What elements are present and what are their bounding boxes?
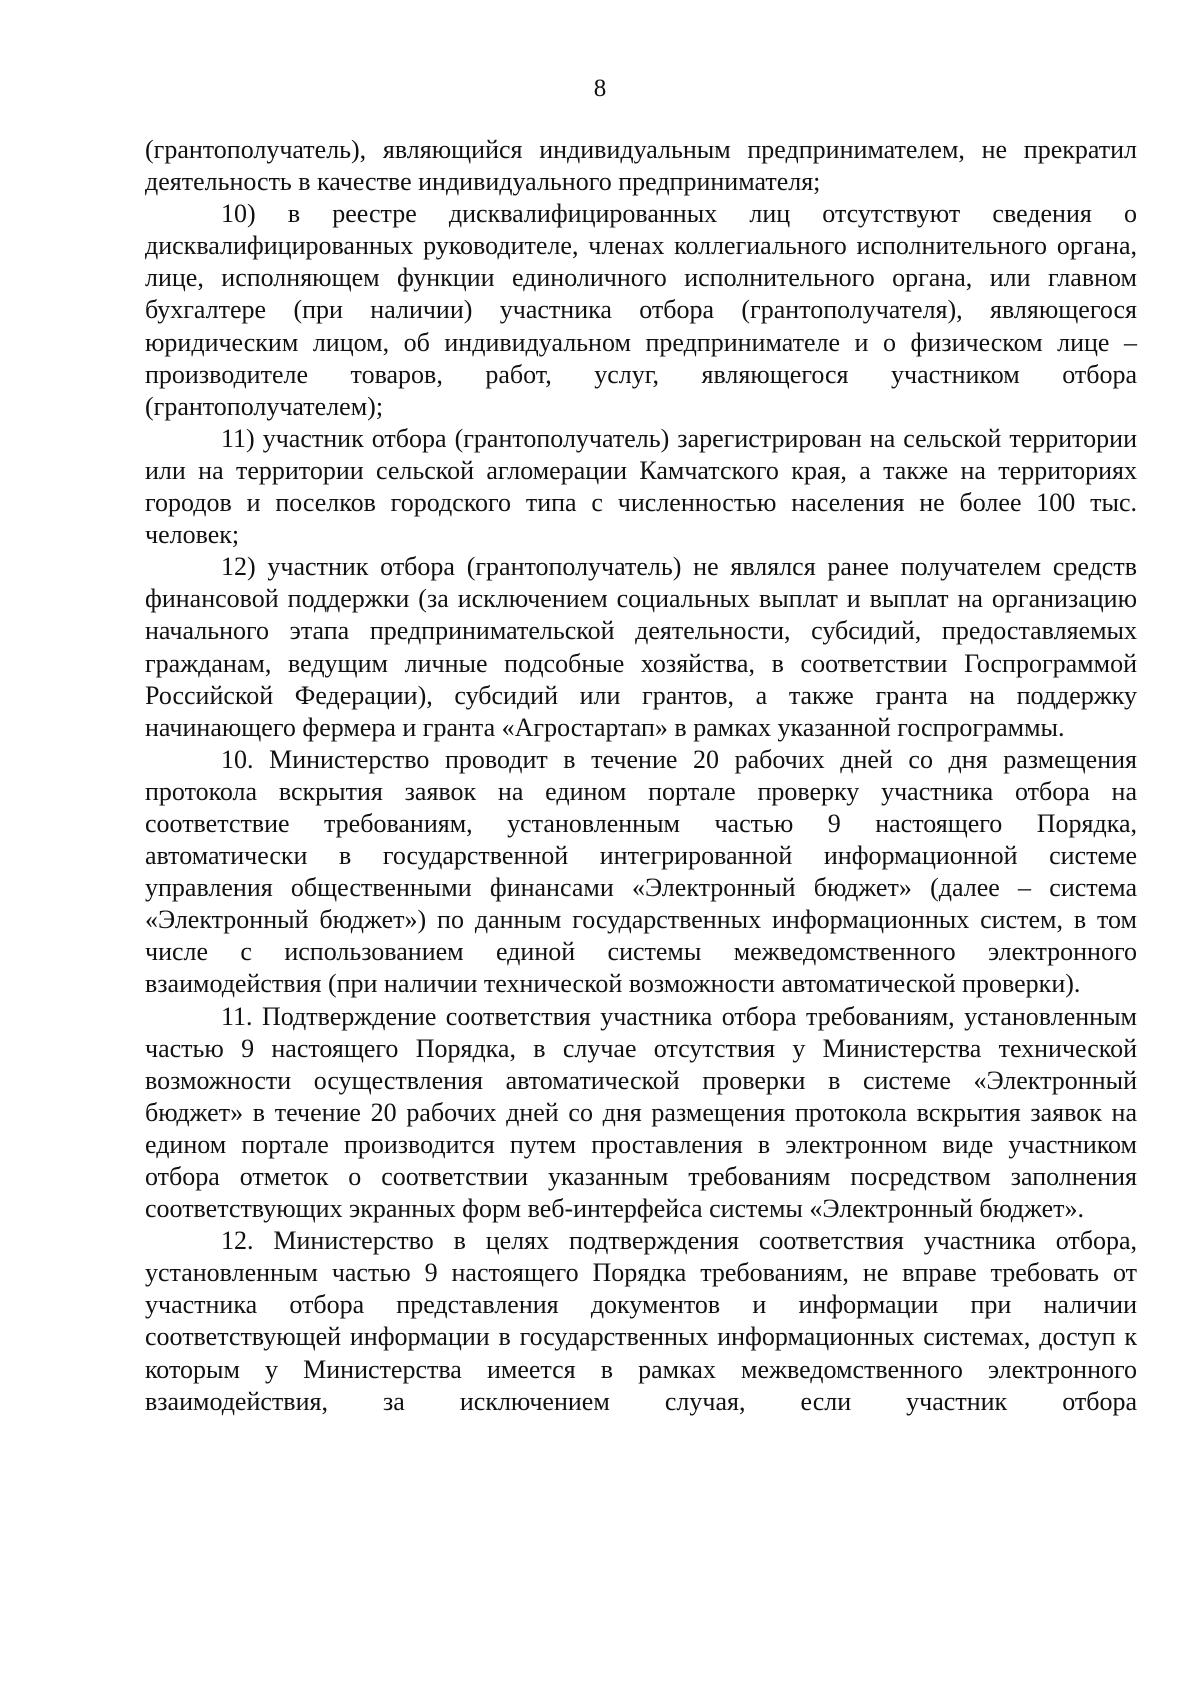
paragraph-item-12: 12) участник отбора (грантополучатель) не являлся ранее получателем средств финансовой поддержки (за исключением социальных выплат и выплат на организацию начального этапа предпринимательской деятельности, субсидий, предоставляемых гражданам, ведущим личные подсобные хозяйства, в соответствии Госпрограммой Российской Федерации), субсидий или грантов, а также гранта на поддержку начинающего фермера и гранта «Агростартап» в рамках указанной госпрограммы. [145,552,1137,742]
paragraph-item-10: 10) в реестре дисквалифицированных лиц отсутствуют сведения о дисквалифицированных руководителе, членах коллегиального исполнительного органа, лице, исполняющем функции единоличного исполнительного органа, или главном бухгалтере (при наличии) участника отбора (грантополучателя), являющегося юридическим лицом, об индивидуальном предпринимателе и о физическом лице – производителе товаров, работ, услуг, являющегося участником отбора (грантополучателем); [145,199,1137,421]
paragraph-section-11: 11. Подтверждение соответствия участника отбора требованиям, установленным частью 9 настоящего Порядка, в случае отсутствия у Министерства технической возможности осуществления автоматической проверки в системе «Электронный бюджет» в течение 20 рабочих дней со дня размещения протокола вскрытия заявок на едином портале производится путем проставления в электронном виде участником отбора отметок о соответствии указанным требованиям посредством заполнения соответствующих экранных форм веб-интерфейса системы «Электронный бюджет». [145,1001,1137,1224]
page-number: 8 [593,75,607,102]
paragraph-section-10: 10. Министерство проводит в течение 20 рабочих дней со дня размещения протокола вскрытия заявок на едином портале проверку участника отбора на соответствие требованиям, установленным частью 9 настоящего Порядка, автоматически в государственной интегрированной информационной системе управления общественными финансами «Электронный бюджет» (далее – система «Электронный бюджет») по данным государственных информационных систем, в том числе с использованием единой системы межведомственного электронного взаимодействия (при наличии технической возможности автоматической проверки). [145,744,1137,999]
paragraph-section-12: 12. Министерство в целях подтверждения соответствия участника отбора, установленным частью 9 настоящего Порядка требованиям, не вправе требовать от участника отбора представления документов и информации при наличии соответствующей информации в государственных информационных системах, доступ к которым у Министерства имеется в рамках межведомственного электронного взаимодействия, за исключением случая, если участник отбора [145,1226,1137,1416]
paragraph-continuation: (грантополучатель), являющийся индивидуальным предпринимателем, не прекратил деятельность в качестве индивидуального предпринимателя; [145,135,1137,197]
paragraph-item-11: 11) участник отбора (грантополучатель) зарегистрирован на сельской территории или на территории сельской агломерации Камчатского края, а также на территориях городов и поселков городского типа с численностью населения не более 100 тыс. человек; [145,423,1137,550]
document-body [145,134,1137,1418]
